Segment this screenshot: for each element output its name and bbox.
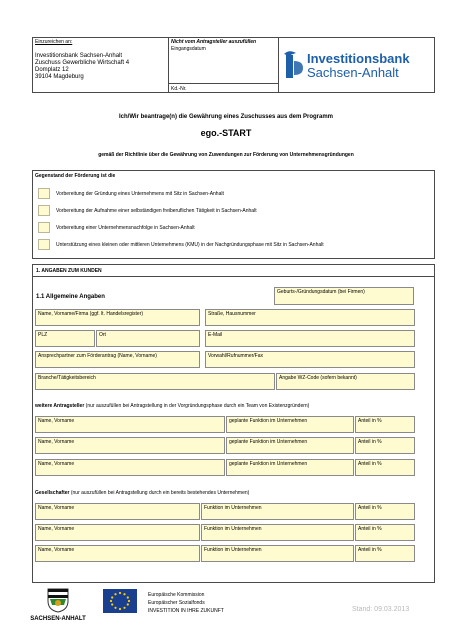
header-divider-2 [278, 37, 279, 93]
weitere-funktion-2[interactable] [226, 437, 354, 454]
logo-text-1: Investitionsbank [307, 51, 410, 66]
section1-heading: 1. ANGABEN ZUM KUNDEN [36, 268, 102, 274]
strasse-field[interactable] [205, 309, 415, 326]
address-line-2: Zuschuss Gewerbliche Wirtschaft 4 [35, 60, 130, 66]
weitere-name-3[interactable] [35, 459, 225, 476]
eu-line-3: INVESTITION IN IHRE ZUKUNFT [148, 608, 224, 614]
eu-flag [103, 589, 137, 613]
checkbox-kmu[interactable] [38, 239, 50, 250]
gesellschafter-funktion-2-label: Funktion im Unternehmen [204, 526, 262, 532]
eingangsdatum-field[interactable] [171, 53, 275, 83]
section1-subheading: 1.1 Allgemeine Angaben [36, 294, 105, 300]
address-line-4: 39104 Magdeburg [35, 74, 84, 80]
gesellschafter-funktion-1[interactable] [201, 503, 354, 520]
gesellschafter-anteil-1-label: Anteil in % [358, 505, 382, 511]
weitere-funktion-1[interactable] [226, 416, 354, 433]
gesellschafter-funktion-3[interactable] [201, 545, 354, 562]
option-nachfolge-label: Vorbereitung einer Unternehmensnachfolge in Sachsen-Anhalt [56, 225, 195, 231]
stand-date: Stand: 09.03.2013 [352, 606, 410, 613]
weitere-heading-rest: (nur auszufüllen bei Antragstellung in der Vorgründungsphase durch ein Team von Existenzgründern) [84, 403, 310, 409]
name-firma-field[interactable] [35, 309, 200, 326]
gesellschafter-name-3[interactable] [35, 545, 200, 562]
strasse-label: Straße, Hausnummer [208, 311, 256, 317]
weitere-anteil-3-label: Anteil in % [358, 461, 382, 467]
coat-of-arms-icon [45, 587, 71, 613]
gesellschafter-name-1-label: Name, Vorname [38, 505, 75, 511]
eingangsdatum-label: Eingangsdatum [171, 46, 206, 52]
gesellschafter-anteil-1[interactable] [355, 503, 415, 520]
weitere-name-1[interactable] [35, 416, 225, 433]
option-kmu-label: Unterstützung eines kleinen oder mittleren Unternehmens (KMU) in der Nachgründungsphase mit Sitz in Sachsen-Anhalt [56, 242, 324, 248]
einzureichen-label: Einzureichen an: [35, 39, 73, 45]
ib-logo-icon [283, 51, 305, 79]
investitionsbank-logo [283, 51, 433, 81]
eu-line-2: Europäischer Sozialfonds [148, 600, 205, 606]
address-line-3: Domplatz 12 [35, 67, 69, 73]
ort-field[interactable] [96, 330, 200, 347]
ort-label: Ort [99, 332, 106, 338]
checkbox-nachfolge[interactable] [38, 222, 50, 233]
eu-line-1: Europäische Kommission [148, 592, 205, 598]
weitere-anteil-1[interactable] [355, 416, 415, 433]
branche-field[interactable] [35, 373, 275, 390]
wz-code-label: Angabe WZ-Code (sofern bekannt) [279, 375, 357, 381]
gesellschafter-name-3-label: Name, Vorname [38, 547, 75, 553]
title-intro: Ich/Wir beantrage(n) die Gewährung eines Zuschusses aus dem Programm [118, 114, 333, 120]
gegenstand-heading: Gegenstand der Förderung ist die [35, 173, 116, 179]
weitere-funktion-1-label: geplante Funktion im Unternehmen [229, 418, 308, 424]
title-subtitle: gemäß der Richtlinie über die Gewährung von Zuwendungen zur Förderung von Unternehmensgründungen [98, 152, 354, 158]
vorwahl-field[interactable] [205, 351, 415, 368]
wz-code-field[interactable] [276, 373, 415, 390]
weitere-name-1-label: Name, Vorname [38, 418, 75, 424]
weitere-heading-bold: weitere Antragsteller [35, 403, 85, 409]
geburtsdatum-label: Geburts-/Gründungsdatum (bei Firmen) [277, 289, 365, 295]
sachsen-anhalt-logo [30, 585, 86, 635]
plz-field[interactable] [35, 330, 95, 347]
checkbox-gruendung[interactable] [38, 188, 50, 199]
vorwahl-label: Vorwahl/Rufnummer/Fax [208, 353, 264, 359]
not-fill-label: Nicht vom Antragsteller auszufüllen [171, 39, 257, 45]
option-freiberuflich-label: Vorbereitung der Aufnahme einer selbständigen freiberuflichen Tätigkeit in Sachsen-Anhalt [56, 208, 257, 214]
gesellschafter-name-1[interactable] [35, 503, 200, 520]
ansprechpartner-label: Ansprechpartner zum Förderantrag (Name, Vorname) [38, 353, 157, 359]
ansprechpartner-field[interactable] [35, 351, 200, 368]
gesellschafter-anteil-3-label: Anteil in % [358, 547, 382, 553]
weitere-funktion-2-label: geplante Funktion im Unternehmen [229, 439, 308, 445]
kdnr-rule [168, 83, 278, 84]
weitere-anteil-1-label: Anteil in % [358, 418, 382, 424]
weitere-funktion-3-label: geplante Funktion im Unternehmen [229, 461, 308, 467]
section1-rule [32, 276, 435, 277]
weitere-funktion-3[interactable] [226, 459, 354, 476]
gesellschafter-funktion-2[interactable] [201, 524, 354, 541]
gesellschafter-anteil-2-label: Anteil in % [358, 526, 382, 532]
gesellschafter-funktion-1-label: Funktion im Unternehmen [204, 505, 262, 511]
option-gruendung-label: Vorbereitung der Gründung eines Unternehmens mit Sitz in Sachsen-Anhalt [56, 191, 224, 197]
weitere-name-3-label: Name, Vorname [38, 461, 75, 467]
gesellschafter-heading-rest: (nur auszufüllen bei Antragstellung durch ein bereits bestehendes Unternehmen) [69, 490, 250, 496]
header-divider-1 [168, 37, 169, 93]
weitere-anteil-2-label: Anteil in % [358, 439, 382, 445]
gesellschafter-funktion-3-label: Funktion im Unternehmen [204, 547, 262, 553]
gesellschafter-name-2[interactable] [35, 524, 200, 541]
address-line-1: Investitionsbank Sachsen-Anhalt [35, 53, 123, 59]
weitere-name-2-label: Name, Vorname [38, 439, 75, 445]
kdnr-label: Kd.-Nr. [171, 86, 187, 92]
gesellschafter-anteil-2[interactable] [355, 524, 415, 541]
name-firma-label: Name, Vorname/Firma (ggf. lt. Handelsregister) [38, 311, 144, 317]
weitere-name-2[interactable] [35, 437, 225, 454]
sachsen-anhalt-label: SACHSEN-ANHALT [30, 616, 86, 622]
weitere-anteil-3[interactable] [355, 459, 415, 476]
gesellschafter-heading-bold: Gesellschafter [35, 490, 70, 496]
program-title: ego.-START [200, 128, 252, 138]
weitere-heading [35, 403, 309, 409]
eu-stars-icon [103, 589, 137, 613]
logo-text-2: Sachsen-Anhalt [307, 65, 399, 80]
email-label: E-Mail [208, 332, 223, 338]
gesellschafter-heading [35, 490, 249, 496]
geburtsdatum-field[interactable] [274, 287, 414, 305]
gesellschafter-anteil-3[interactable] [355, 545, 415, 562]
plz-label: PLZ [38, 332, 48, 338]
branche-label: Branche/Tätigkeitsbereich [38, 375, 96, 381]
weitere-anteil-2[interactable] [355, 437, 415, 454]
checkbox-freiberuflich[interactable] [38, 205, 50, 216]
email-field[interactable] [205, 330, 415, 347]
gesellschafter-name-2-label: Name, Vorname [38, 526, 75, 532]
